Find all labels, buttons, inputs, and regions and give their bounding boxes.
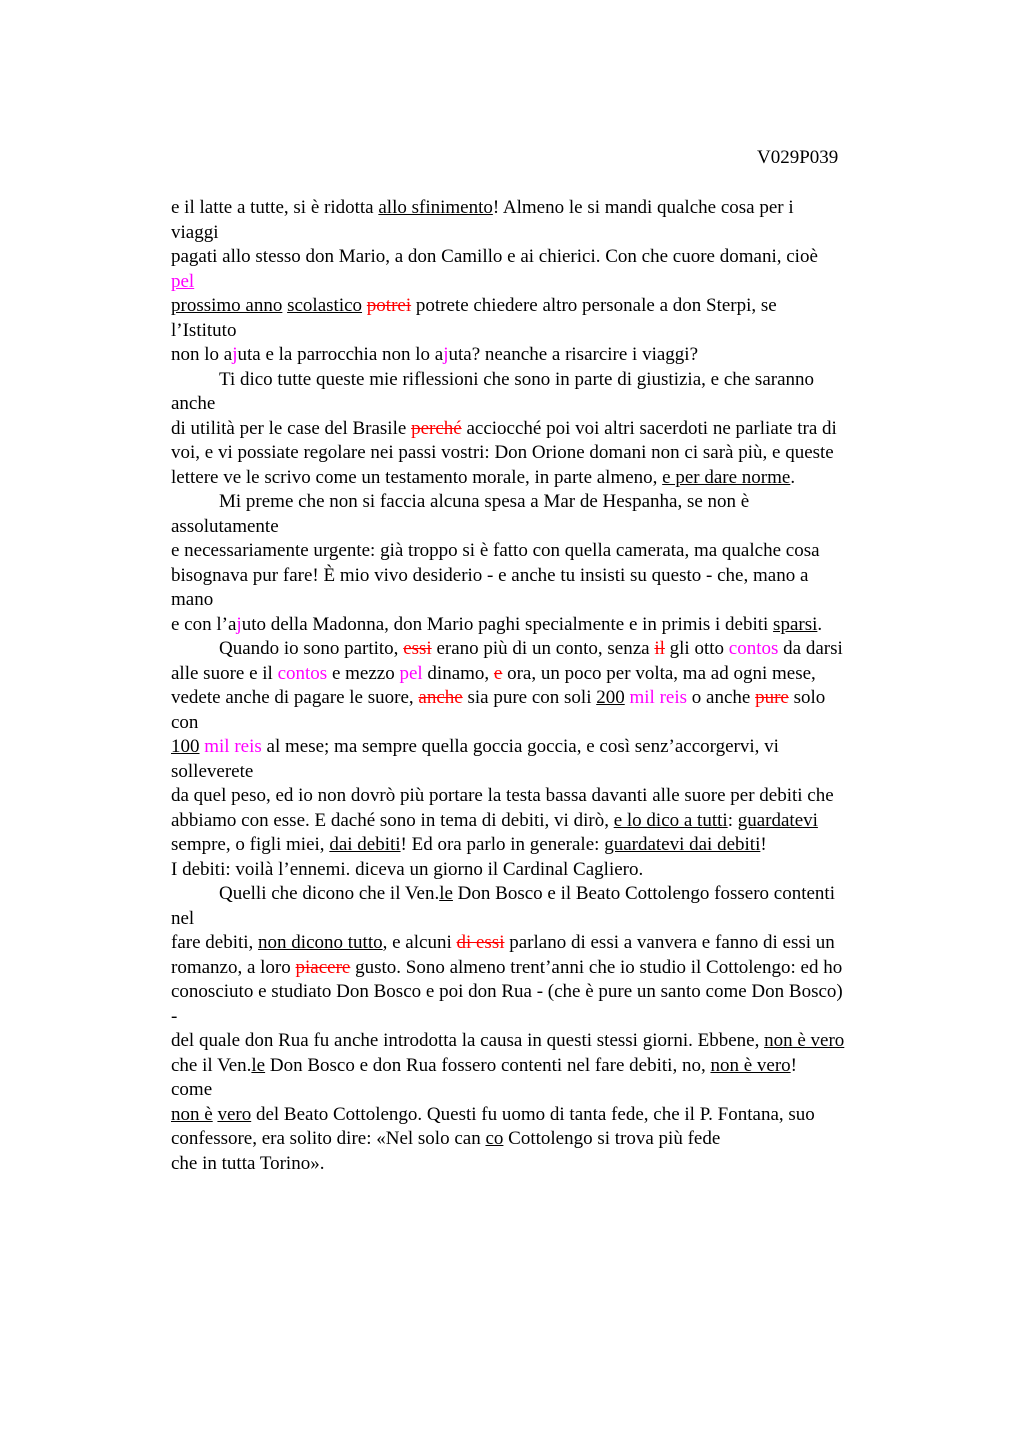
- text-segment: !: [760, 834, 767, 855]
- highlighted-text: j: [443, 344, 449, 365]
- text-segment: alle suore e il: [171, 662, 278, 684]
- body-text: [171, 196, 931, 1176]
- text-segment: lettere ve le scrivo come un testamento morale, in parte almeno,: [171, 466, 663, 488]
- underlined-text: 200: [596, 687, 625, 708]
- text-line: [171, 196, 931, 221]
- text-segment: uta e la parrocchia non lo a: [237, 344, 444, 365]
- text-line: [171, 270, 931, 295]
- underlined-text: sparsi: [773, 613, 818, 635]
- deleted-text: e: [493, 662, 503, 684]
- text-segment: dinamo,: [422, 662, 494, 684]
- text-line: [171, 1127, 931, 1152]
- text-segment: :: [727, 809, 738, 831]
- text-line: [171, 1103, 931, 1128]
- text-segment: gusto. Sono almeno trent’anni che io studio il Cottolengo: ed ho: [350, 956, 843, 978]
- text-segment: Cottolengo si trova più fede: [503, 1128, 721, 1149]
- text-line: [171, 686, 931, 711]
- text-segment: Don Bosco e don Rua fossero contenti nel fare debiti, no,: [265, 1054, 711, 1076]
- text-segment: Don Bosco e il Beato Cottolengo fossero contenti: [452, 883, 835, 904]
- underlined-text: le: [439, 883, 453, 904]
- text-line: [171, 882, 931, 907]
- text-segment: di utilità per le case del Brasile: [171, 417, 412, 439]
- underlined-text: vero: [217, 1103, 252, 1125]
- text-line: [171, 392, 931, 417]
- underlined-text: allo sfinimento: [378, 197, 493, 218]
- text-line: [171, 833, 931, 858]
- text-line: [171, 466, 931, 491]
- page-identifier: V029P039: [757, 147, 839, 168]
- text-line: [171, 564, 931, 589]
- text-segment: e necessariamente urgente: già troppo si è fatto con quella camerata, ma qualche cosa: [171, 540, 820, 561]
- text-segment: sia pure con soli: [462, 687, 597, 708]
- text-segment: confessore, era solito dire: «Nel solo can: [171, 1128, 486, 1149]
- deleted-text: essi: [403, 638, 432, 659]
- highlighted-underlined-text: pel: [171, 270, 195, 292]
- text-line: [171, 319, 931, 344]
- deleted-text: potrei: [366, 295, 412, 316]
- text-line: [171, 221, 931, 246]
- text-segment: mano: [171, 589, 214, 610]
- text-segment: non lo a: [171, 344, 233, 365]
- text-segment: !: [790, 1054, 797, 1076]
- text-line: [171, 343, 931, 368]
- text-line: [171, 956, 931, 981]
- text-line: [171, 662, 931, 687]
- deleted-text: il: [654, 638, 665, 659]
- underlined-text: e lo dico a tutti: [613, 809, 728, 831]
- text-line: [171, 613, 931, 638]
- underlined-text: non è: [171, 1103, 213, 1125]
- highlighted-text: mil reis: [204, 736, 262, 757]
- text-line: [171, 980, 931, 1005]
- text-segment: da quel peso, ed io non dovrò più portare la testa bassa davanti alle suore per debiti che: [171, 785, 834, 806]
- underlined-text: dai debiti: [329, 834, 401, 855]
- deleted-text: perché: [411, 417, 462, 439]
- text-segment: romanzo, a loro: [171, 956, 296, 978]
- underlined-text: non è vero: [710, 1054, 791, 1076]
- underlined-text: co: [485, 1128, 504, 1149]
- text-segment: e con l’a: [171, 613, 237, 635]
- text-line: [171, 711, 931, 736]
- text-segment: con: [171, 711, 199, 733]
- text-line: [171, 907, 931, 932]
- text-segment: o anche: [687, 687, 756, 708]
- text-segment: che il Ven.: [171, 1054, 252, 1076]
- text-segment: sempre, o figli miei,: [171, 834, 330, 855]
- text-segment: Quando io sono partito,: [219, 638, 404, 659]
- text-segment: I debiti: voilà l’ennemi. diceva un giorno il Cardinal Cagliero.: [171, 858, 644, 880]
- text-segment: del quale don Rua fu anche introdotta la causa in questi stessi giorni. Ebbene,: [171, 1030, 765, 1051]
- text-segment: e mezzo: [327, 662, 400, 684]
- text-segment: .: [817, 613, 823, 635]
- text-segment: uto della Madonna, don Mario paghi specialmente e in primis i debiti: [241, 613, 774, 635]
- text-line: [171, 368, 931, 393]
- text-line: [171, 735, 931, 760]
- text-segment: da darsi: [778, 638, 843, 659]
- underlined-text: guardatevi dai debiti: [604, 834, 761, 855]
- underlined-text: non dicono tutto: [258, 932, 383, 953]
- text-line: [171, 637, 931, 662]
- text-line: [171, 760, 931, 785]
- text-line: [171, 515, 931, 540]
- text-segment: Quelli che dicono che il Ven.: [219, 883, 440, 904]
- underlined-text: scolastico: [287, 295, 363, 316]
- underlined-text: e per dare norme: [662, 466, 791, 488]
- text-segment: voi, e vi possiate regolare nei passi vostri: Don Orione domani non ci sarà più, e queste: [171, 442, 834, 463]
- text-segment: , e alcuni: [382, 932, 457, 953]
- text-line: [171, 931, 931, 956]
- text-segment: solleverete: [171, 760, 254, 782]
- text-segment: e il latte a tutte, si è ridotta: [171, 197, 379, 218]
- highlighted-text: mil reis: [629, 687, 688, 708]
- text-segment: l’Istituto: [171, 319, 237, 341]
- text-segment: Mi preme che non si faccia alcuna spesa a Mar de Hespanha, se non è: [219, 491, 750, 512]
- deleted-text: pure: [755, 687, 789, 708]
- text-segment: gli otto: [664, 638, 729, 659]
- deleted-text: di essi: [456, 932, 505, 953]
- text-segment: ora, un poco per volta, ma ad ogni mese,: [502, 662, 816, 684]
- underlined-text: guardatevi: [737, 809, 818, 831]
- text-segment: anche: [171, 393, 216, 414]
- text-segment: potrete chiedere altro personale a don Sterpi, se: [411, 295, 777, 316]
- deleted-text: piacere: [295, 956, 351, 978]
- text-segment: ! Ed ora parlo in generale:: [400, 834, 605, 855]
- underlined-text: 100: [171, 736, 200, 757]
- text-segment: bisognava pur fare! È mio vivo desiderio - e anche tu insisti su questo - che, mano a: [171, 564, 809, 586]
- text-line: [171, 1152, 931, 1177]
- underlined-text: prossimo anno: [171, 295, 283, 316]
- text-line: [171, 441, 931, 466]
- text-segment: fare debiti,: [171, 932, 259, 953]
- text-segment: come: [171, 1079, 213, 1100]
- text-line: [171, 417, 931, 442]
- text-segment: solo: [788, 687, 826, 708]
- underlined-text: non è vero: [764, 1030, 845, 1051]
- text-segment: conosciuto e studiato Don Bosco e poi don Rua - (che è pure un santo come Don Bosco): [171, 981, 843, 1002]
- text-segment: Ti dico tutte queste mie riflessioni che sono in parte di giustizia, e che saranno: [219, 368, 815, 390]
- text-segment: erano più di un conto, senza: [431, 638, 655, 659]
- text-segment: uta? neanche a risarcire i viaggi?: [448, 344, 699, 365]
- highlighted-text: contos: [277, 662, 328, 684]
- text-line: [171, 809, 931, 834]
- text-segment: parlano di essi a vanvera e fanno di essi un: [504, 932, 835, 953]
- text-segment: al mese; ma sempre quella goccia goccia, e così senz’accorgervi, vi: [261, 736, 779, 757]
- highlighted-text: j: [232, 344, 238, 365]
- text-segment: .: [790, 466, 796, 488]
- text-line: [171, 490, 931, 515]
- text-segment: pagati allo stesso don Mario, a don Camillo e ai chierici. Con che cuore domani, cioè: [171, 246, 818, 267]
- text-segment: nel: [171, 907, 195, 929]
- text-segment: abbiamo con esse. E daché sono in tema di debiti, vi dirò,: [171, 809, 614, 831]
- text-line: [171, 245, 931, 270]
- highlighted-text: pel: [399, 662, 423, 684]
- deleted-text: anche: [418, 687, 463, 708]
- underlined-text: le: [251, 1054, 266, 1076]
- highlighted-text: j: [236, 613, 242, 635]
- text-line: [171, 294, 931, 319]
- text-line: [171, 588, 931, 613]
- text-segment: viaggi: [171, 221, 219, 243]
- text-line: [171, 1005, 931, 1030]
- text-segment: che in tutta Torino».: [171, 1152, 325, 1174]
- text-line: [171, 1029, 931, 1054]
- text-line: [171, 784, 931, 809]
- text-segment: -: [171, 1005, 178, 1027]
- text-segment: ! Almeno le si mandi qualche cosa per i: [492, 197, 794, 218]
- text-segment: del Beato Cottolengo. Questi fu uomo di tanta fede, che il P. Fontana, suo: [251, 1103, 815, 1125]
- highlighted-text: contos: [728, 638, 779, 659]
- text-segment: assolutamente: [171, 515, 279, 537]
- text-segment: acciocché poi voi altri sacerdoti ne parliate tra di: [461, 417, 837, 439]
- text-line: [171, 1078, 931, 1103]
- text-line: [171, 858, 931, 883]
- text-line: [171, 1054, 931, 1079]
- text-line: [171, 539, 931, 564]
- text-segment: vedete anche di pagare le suore,: [171, 687, 419, 708]
